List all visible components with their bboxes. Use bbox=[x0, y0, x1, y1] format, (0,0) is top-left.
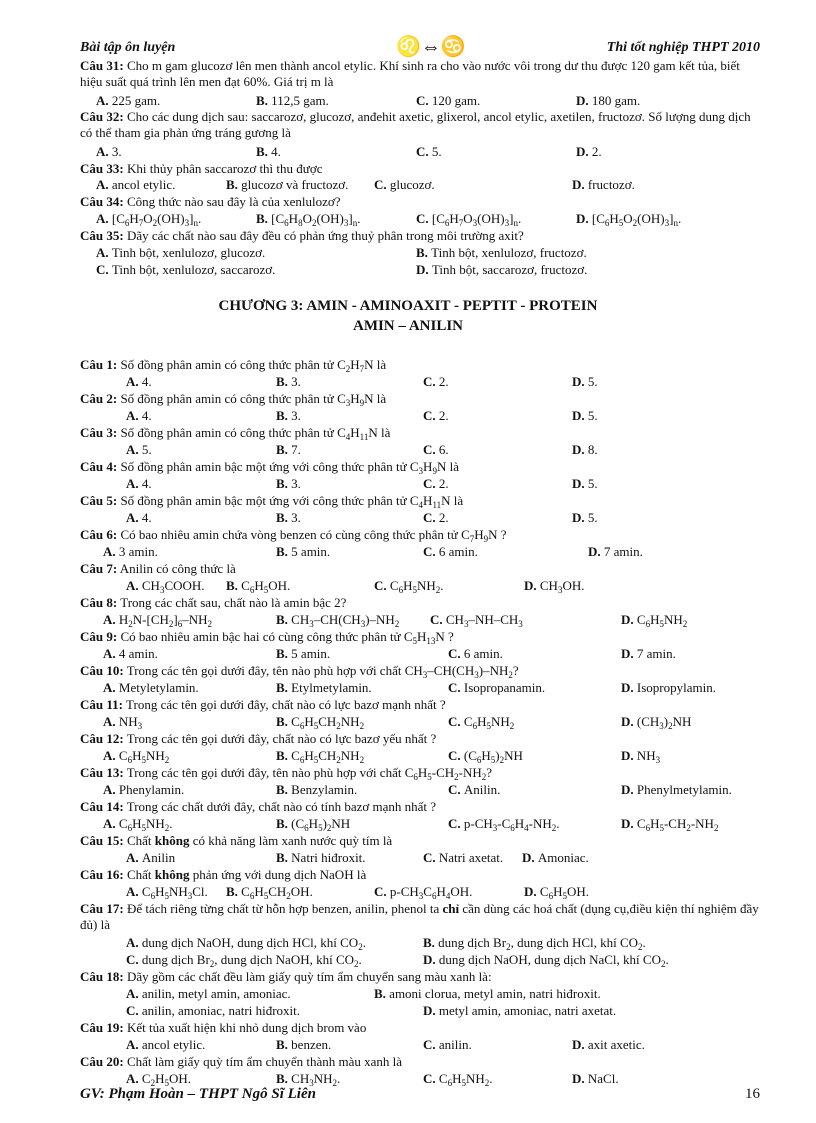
option-d: D. $NH_3$ bbox=[621, 748, 661, 765]
option-b: B. Tinh bột, xenlulozơ, fructozơ. bbox=[416, 245, 587, 260]
option-d: D. 7 amin. bbox=[621, 646, 676, 661]
option-c: C. $C_6H_5NH_2$. bbox=[423, 1071, 493, 1088]
option-b: B. 5 amin. bbox=[276, 646, 331, 661]
option-a: A. $CH_3COOH$. bbox=[126, 578, 205, 595]
question-text: Cho m gam glucozơ lên men thành ancol etylic. Khí sinh ra cho vào nước vôi trong dư thu được 120 gam kết tủa, biết hiệu suất quá trình lên men đạt 60%. Giá trị m là bbox=[80, 58, 740, 89]
question-35: Câu 35: Dãy các chất nào sau đây đều có phản ứng thuỷ phân trong môi trường axit? bbox=[80, 228, 524, 243]
option-b: B. 4. bbox=[256, 144, 281, 159]
question-13: Câu 13: Trong các tên gọi dưới đây, tên nào phù hợp với chất $C_6H_5-CH_2-NH_2$? bbox=[80, 765, 493, 782]
header-ornament: ♌⇔♋ bbox=[396, 36, 466, 58]
chapter-title: CHƯƠNG 3: AMIN - AMINOAXIT - PEPTIT - PROTEIN bbox=[218, 298, 598, 314]
option-c: C. $p-CH_3C_6H_4OH$. bbox=[374, 884, 473, 901]
option-c: C. 5. bbox=[416, 144, 442, 159]
option-d: D. $C_6H_5-CH_2-NH_2$ bbox=[621, 816, 719, 833]
page-footer bbox=[80, 1086, 760, 1106]
option-a: A. Metyletylamin. bbox=[103, 680, 199, 695]
question-14: Câu 14: Trong các chất dưới đây, chất nào có tính bazơ mạnh nhất ? bbox=[80, 799, 437, 814]
header-right: Thi tốt nghiệp THPT 2010 bbox=[606, 40, 760, 55]
question-19: Câu 19: Kết tủa xuất hiện khi nhỏ dung dịch brom vào bbox=[80, 1020, 367, 1035]
option-a: A. 4. bbox=[126, 510, 152, 525]
option-d: D. 5. bbox=[572, 374, 598, 389]
question-33: Câu 33: Khi thủy phân saccarozơ thì thu được bbox=[80, 161, 323, 176]
option-b: B. 3. bbox=[276, 510, 301, 525]
option-d: D. Phenylmetylamin. bbox=[621, 782, 732, 797]
option-a: A. ancol etylic. bbox=[96, 177, 176, 192]
option-a: A. $NH_3$ bbox=[103, 714, 143, 731]
option-b: B. 5 amin. bbox=[276, 544, 331, 559]
question-2: Câu 2: Số đồng phân amin có công thức phân tử $C_3H_9N$ là bbox=[80, 391, 387, 408]
option-b: B. Benzylamin. bbox=[276, 782, 358, 797]
option-d: D. fructozơ. bbox=[572, 177, 635, 192]
option-d: D. NaCl. bbox=[572, 1071, 619, 1086]
option-c: C. Tinh bột, xenlulozơ, saccarozơ. bbox=[96, 262, 276, 277]
option-b: B. 3. bbox=[276, 476, 301, 491]
option-b: B. $(C_6H_5)_2NH$ bbox=[276, 816, 351, 833]
option-b: B. amoni clorua, metyl amin, natri hiđroxit. bbox=[374, 986, 601, 1001]
option-b: B. 7. bbox=[276, 442, 301, 457]
option-c: C. Natri axetat. bbox=[423, 850, 504, 865]
option-c: C. $[C_6H_7O_3(OH)_3]_n$. bbox=[416, 211, 522, 228]
option-c: C. $(C_6H_5)_2NH$ bbox=[448, 748, 523, 765]
option-d: D. dung dịch NaOH, dung dịch NaCl, khí $CO_2$. bbox=[423, 952, 669, 969]
option-d: D. $[C_6H_5O_2(OH)_3]_n$. bbox=[576, 211, 682, 228]
option-c: C. 6 amin. bbox=[423, 544, 478, 559]
option-a: A. ancol etylic. bbox=[126, 1037, 206, 1052]
option-b: B. glucozơ và fructozơ. bbox=[226, 177, 349, 192]
option-c: C. dung dịch $Br_2$, dung dịch NaOH, khí $CO_2$. bbox=[126, 952, 362, 969]
option-d: D. axit axetic. bbox=[572, 1037, 645, 1052]
option-a: A. $H_2N-[CH_2]_6-NH_2$ bbox=[103, 612, 213, 629]
option-a: A. 4. bbox=[126, 408, 152, 423]
option-d: D. Amoniac. bbox=[522, 850, 589, 865]
header-left: Bài tập ôn luyện bbox=[80, 40, 176, 55]
question-11: Câu 11: Trong các tên gọi dưới đây, chất nào có lực bazơ mạnh nhất ? bbox=[80, 697, 446, 712]
option-a: A. $C_6H_5NH_3Cl$. bbox=[126, 884, 208, 901]
option-a: A. 3 amin. bbox=[103, 544, 158, 559]
option-a: A. 4. bbox=[126, 476, 152, 491]
question-32: Câu 32: Cho các dung dịch sau: saccarozơ, glucozơ, anđehit axetic, glixerol, ancol etylic, axetilen, fructozơ. Số lượng dung dịch có thể tham gia phản ứng tráng gương là bbox=[80, 109, 751, 140]
option-d: D. 5. bbox=[572, 476, 598, 491]
option-b: B. $CH_3NH_2$. bbox=[276, 1071, 341, 1088]
option-a: A. $[C_6H_7O_2(OH)_3]_n$. bbox=[96, 211, 202, 228]
option-d: D. 5. bbox=[572, 408, 598, 423]
option-b: B. $C_6H_5CH_2NH_2$ bbox=[276, 714, 365, 731]
option-c: C. $C_6H_5NH_2$ bbox=[448, 714, 515, 731]
question-20: Câu 20: Chất làm giấy quỳ tím ẩm chuyển thành màu xanh là bbox=[80, 1054, 403, 1069]
option-a: A. dung dịch NaOH, dung dịch HCl, khí $CO_2$. bbox=[126, 935, 366, 952]
question-label: Câu 31: bbox=[80, 58, 124, 73]
option-c: C. 6 amin. bbox=[448, 646, 503, 661]
option-d: D. $(CH_3)_2NH$ bbox=[621, 714, 692, 731]
option-d: D. Isopropylamin. bbox=[621, 680, 716, 695]
question-8: Câu 8: Trong các chất sau, chất nào là amin bậc 2? bbox=[80, 595, 347, 610]
option-c: C. $C_6H_5NH_2$. bbox=[374, 578, 444, 595]
option-a: A. 225 gam. bbox=[96, 93, 161, 108]
option-d: D. $CH_3OH$. bbox=[524, 578, 585, 595]
option-b: B. $C_6H_5OH$. bbox=[226, 578, 291, 595]
option-d: D. 8. bbox=[572, 442, 598, 457]
question-31 bbox=[80, 58, 760, 90]
option-a: A. Tinh bột, xenlulozơ, glucozơ. bbox=[96, 245, 266, 260]
option-b: B. 112,5 gam. bbox=[256, 93, 329, 108]
option-a: A. anilin, metyl amin, amoniac. bbox=[126, 986, 291, 1001]
question-16: Câu 16: Chất không phản ứng với dung dịch NaOH là bbox=[80, 867, 367, 882]
option-a: A. $C_6H_5NH_2$ bbox=[103, 748, 170, 765]
option-b: B. Natri hiđroxit. bbox=[276, 850, 366, 865]
option-c: C. 2. bbox=[423, 476, 449, 491]
option-c: C. glucozơ. bbox=[374, 177, 435, 192]
question-10: Câu 10: Trong các tên gọi dưới đây, tên nào phù hợp với chất $CH_3-CH(CH_3)-NH_2$? bbox=[80, 663, 519, 680]
option-a: A. 5. bbox=[126, 442, 152, 457]
question-17: Câu 17: Để tách riêng từng chất từ hỗn hợp benzen, anilin, phenol ta chỉ cần dùng các hoá chất (dụng cụ,điều kiện thí nghiệm đầy đủ) là bbox=[80, 901, 759, 932]
option-a: A. 4. bbox=[126, 374, 152, 389]
option-b: B. 3. bbox=[276, 374, 301, 389]
question-1: Câu 1: Số đồng phân amin có công thức phân tử $C_2H_7N$ là bbox=[80, 357, 387, 374]
option-c: C. Anilin. bbox=[448, 782, 501, 797]
option-c: C. $CH_3-NH-CH_3$ bbox=[430, 612, 523, 629]
option-b: B. Etylmetylamin. bbox=[276, 680, 372, 695]
option-b: B. $C_6H_5CH_2OH$. bbox=[226, 884, 313, 901]
option-c: C. anilin, amoniac, natri hiđroxit. bbox=[126, 1003, 301, 1018]
option-c: C. 2. bbox=[423, 374, 449, 389]
option-c: C. 2. bbox=[423, 408, 449, 423]
option-a: A. $C_6H_5NH_2$. bbox=[103, 816, 173, 833]
option-b: B. $[C_6H_8O_2(OH)_3]_n$. bbox=[256, 211, 361, 228]
option-d: D. 5. bbox=[572, 510, 598, 525]
question-7: Câu 7: Anilin có công thức là bbox=[80, 561, 236, 576]
option-a: A. Phenylamin. bbox=[103, 782, 185, 797]
page-header bbox=[80, 36, 760, 58]
option-c: C. $p-CH_3-C_6H_4-NH_2$. bbox=[448, 816, 560, 833]
question-5: Câu 5: Số đồng phân amin bậc một ứng với công thức phân tử $C_4H_{11}N$ là bbox=[80, 493, 464, 510]
option-a: A. 4 amin. bbox=[103, 646, 158, 661]
option-d: D. 180 gam. bbox=[576, 93, 641, 108]
option-c: C. 6. bbox=[423, 442, 449, 457]
option-c: C. anilin. bbox=[423, 1037, 472, 1052]
option-a: A. Anilin bbox=[126, 850, 176, 865]
option-a: A. $C_2H_5OH$. bbox=[126, 1071, 191, 1088]
option-d: D. 7 amin. bbox=[588, 544, 643, 559]
question-9: Câu 9: Có bao nhiêu amin bậc hai có cùng công thức phân tử $C_5H_{13}N$ ? bbox=[80, 629, 454, 646]
option-a: A. 3. bbox=[96, 144, 122, 159]
option-c: C. 2. bbox=[423, 510, 449, 525]
option-d: D. 2. bbox=[576, 144, 602, 159]
option-c: C. Isopropanamin. bbox=[448, 680, 546, 695]
question-34: Câu 34: Công thức nào sau đây là của xenlulozơ? bbox=[80, 194, 341, 209]
option-d: D. $C_6H_5OH$. bbox=[524, 884, 589, 901]
option-c: C. 120 gam. bbox=[416, 93, 481, 108]
question-18: Câu 18: Dãy gồm các chất đều làm giấy quỳ tím ẩm chuyển sang màu xanh là: bbox=[80, 969, 492, 984]
question-15: Câu 15: Chất không có khả năng làm xanh nước quỳ tím là bbox=[80, 833, 393, 848]
question-3: Câu 3: Số đồng phân amin có công thức phân tử $C_4H_{11}N$ là bbox=[80, 425, 391, 442]
option-b: B. dung dịch $Br_2$, dung dịch HCl, khí $CO_2$. bbox=[423, 935, 646, 952]
option-d: D. Tinh bột, saccarozơ, fructozơ. bbox=[416, 262, 588, 277]
option-b: B. $C_6H_5CH_2NH_2$ bbox=[276, 748, 365, 765]
question-12: Câu 12: Trong các tên gọi dưới đây, chất nào có lực bazơ yếu nhất ? bbox=[80, 731, 437, 746]
option-b: B. benzen. bbox=[276, 1037, 332, 1052]
footer-teacher: GV: Phạm Hoàn – THPT Ngô Sĩ Liên bbox=[80, 1086, 316, 1102]
option-d: D. metyl amin, amoniac, natri axetat. bbox=[423, 1003, 617, 1018]
question-6: Câu 6: Có bao nhiêu amin chứa vòng benzen có cùng công thức phân tử $C_7H_9N$ ? bbox=[80, 527, 507, 544]
chapter-subtitle: AMIN – ANILIN bbox=[352, 318, 463, 334]
page-number: 16 bbox=[745, 1086, 760, 1102]
option-b: B. $CH_3-CH(CH_3)-NH_2$ bbox=[276, 612, 400, 629]
option-d: D. $C_6H_5NH_2$ bbox=[621, 612, 688, 629]
option-b: B. 3. bbox=[276, 408, 301, 423]
question-4: Câu 4: Số đồng phân amin bậc một ứng với công thức phân tử $C_3H_9N$ là bbox=[80, 459, 459, 476]
